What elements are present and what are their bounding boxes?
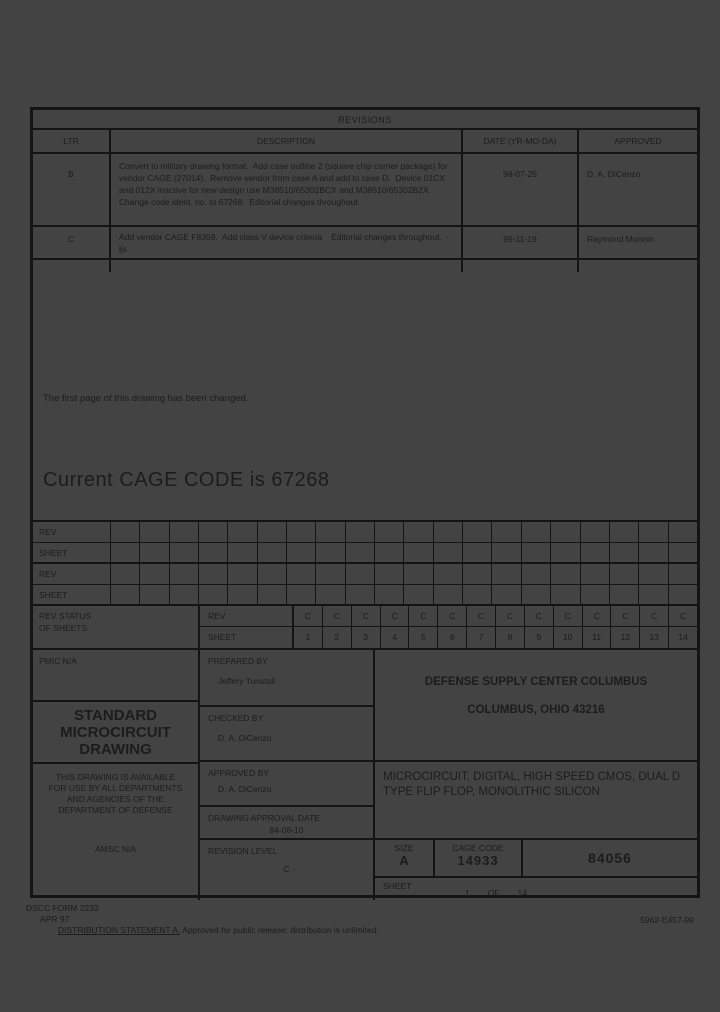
col-header-approved: APPROVED — [614, 136, 662, 146]
sheet-number-cell: 1 — [294, 627, 323, 648]
revisions-header-row — [33, 130, 697, 154]
smd-title: STANDARD MICROCIRCUIT DRAWING — [33, 702, 198, 764]
revision-level-value: C — [283, 864, 290, 874]
cage-code-cell — [435, 840, 523, 876]
form-number: DSCC FORM 2233 — [26, 903, 99, 913]
blank-cells — [111, 585, 697, 604]
sheet-row — [375, 878, 697, 900]
cage-code-value: 14933 — [457, 853, 499, 868]
blank-cells — [111, 522, 697, 542]
form-date: APR 97 — [40, 914, 70, 924]
sheet-number-cell: 12 — [611, 627, 640, 648]
pmic-field: PMIC N/A — [33, 650, 198, 702]
sheet-label: SHEET — [383, 881, 412, 891]
sheet-number-cell: 9 — [525, 627, 554, 648]
approved-by-value: D. A. DiCenzo — [218, 784, 272, 794]
status-rev-cells — [294, 606, 697, 626]
status-rev-cell: C — [496, 606, 525, 626]
page-footer — [26, 903, 698, 936]
revision-row-b — [33, 154, 697, 227]
revision-description: Convert to military drawing format. Add case outline 2 (square chip carrier package) for vendor CAGE (27014). Remove vendor from case A and add to case D. Device 01CX and 012X inactive for new design use M38510/65302BCX and M38510/65302B2X. Change code ident. no. to 67268. Editorial changes throughout. — [111, 154, 463, 225]
col-header-ltr: LTR — [33, 130, 111, 152]
checked-by-value: D. A. DiCenzo — [218, 733, 272, 743]
smd-form — [30, 107, 700, 898]
sheet-number-cell: 11 — [583, 627, 612, 648]
prepared-by-value: Jeffery Tunstall — [218, 676, 276, 686]
status-rev-cell: C — [323, 606, 352, 626]
rev-row-blank — [33, 522, 697, 543]
revision-row-empty — [33, 260, 697, 272]
current-cage-note: Current CAGE CODE is 67268 — [43, 469, 330, 491]
size-value: A — [399, 853, 409, 868]
revision-ltr: B — [33, 154, 111, 225]
sheet-number-cell: 6 — [438, 627, 467, 648]
document-number: 5962-E457-99 — [640, 915, 694, 925]
revision-description: Add vendor CAGE F8359. Add class V device criteria. Editorial changes throughout. -ljs — [111, 227, 463, 258]
revision-approved: D. A. DiCenzo — [587, 169, 641, 179]
availability-statement: THIS DRAWING IS AVAILABLE FOR USE BY ALL DEPARTMENTS AND AGENCIES OF THE DEPARTMENT OF DEFENSE — [48, 772, 183, 815]
notes-area — [33, 272, 697, 520]
status-rev-cell: C — [554, 606, 583, 626]
sheet-number-cell: 8 — [496, 627, 525, 648]
sheet-row-blank — [33, 585, 697, 606]
status-rev-cell: C — [640, 606, 669, 626]
sheet-current: 1 — [465, 888, 470, 898]
revision-level-label: REVISION LEVEL — [208, 846, 278, 856]
checked-by-label: CHECKED BY — [208, 713, 264, 723]
status-rev-row — [200, 606, 697, 627]
sheet-number-cell: 14 — [678, 632, 688, 642]
cage-code-label: CAGE CODE — [452, 843, 504, 853]
status-rev-cell: C — [409, 606, 438, 626]
revision-ltr: C — [33, 227, 111, 258]
title-block — [33, 650, 697, 900]
rev-status-line1: REV STATUS — [39, 611, 92, 621]
sheet-number-cell: 13 — [640, 627, 669, 648]
drawing-number: 84056 — [588, 850, 632, 866]
approval-date-value: 84-08-10 — [269, 825, 304, 835]
sheet-label: SHEET — [33, 585, 111, 604]
revision-approved: Raymond Monnin — [587, 234, 654, 244]
sheet-number-cells — [294, 627, 697, 648]
status-rev-cell: C — [583, 606, 612, 626]
status-rev-cell: C — [467, 606, 496, 626]
status-rev-cell: C — [680, 611, 687, 621]
prepared-by-label: PREPARED BY — [208, 656, 268, 666]
sheet-number-cell: 2 — [323, 627, 352, 648]
col-header-description: DESCRIPTION — [111, 130, 463, 152]
distribution-statement-label: DISTRIBUTION STATEMENT A. — [58, 925, 181, 935]
col-header-date: DATE (YR-MO-DA) — [463, 130, 579, 152]
blank-cells — [111, 543, 697, 562]
revision-date: 99-11-19 — [463, 227, 579, 258]
sheet-row-blank — [33, 543, 697, 564]
revision-row-c — [33, 227, 697, 260]
agency-location: COLUMBUS, OHIO 43216 — [467, 704, 605, 716]
status-rev-cell: C — [381, 606, 410, 626]
rev-status-block — [33, 606, 697, 650]
distribution-statement-text: Approved for public release; distribution is unlimited. — [182, 925, 379, 935]
device-title: MICROCIRCUIT, DIGITAL, HIGH SPEED CMOS, DUAL D TYPE FLIP FLOP, MONOLITHIC SILICON — [375, 762, 697, 840]
status-rev-cell: C — [525, 606, 554, 626]
rev-row-blank — [33, 564, 697, 585]
approval-date-cell — [200, 807, 373, 840]
sheet-number-cell: 10 — [554, 627, 583, 648]
status-sheet-row — [200, 627, 697, 648]
size-cell — [375, 840, 435, 876]
status-rev-cell: C — [611, 606, 640, 626]
sheet-of-label: OF — [487, 888, 500, 898]
rev-sheet-grid — [33, 520, 697, 650]
rev-label: REV — [200, 606, 294, 626]
rev-status-line2: OF SHEETS — [39, 623, 88, 633]
size-row — [375, 840, 697, 878]
revision-level-cell — [200, 840, 373, 900]
rev-label: REV — [33, 564, 111, 584]
rev-status-label — [33, 606, 200, 648]
sheet-number-cell: 7 — [467, 627, 496, 648]
sheet-number-cell: 4 — [381, 627, 410, 648]
size-label: SIZE — [394, 843, 414, 853]
agency-name: DEFENSE SUPPLY CENTER COLUMBUS — [424, 676, 648, 688]
blank-cells — [111, 564, 697, 584]
rev-label: REV — [33, 522, 111, 542]
approved-by-label: APPROVED BY — [208, 768, 269, 778]
agency-cell — [375, 650, 697, 762]
amsc-field: AMSC N/A — [94, 844, 137, 854]
sheet-label: SHEET — [33, 543, 111, 562]
prepared-by-cell — [200, 650, 373, 707]
status-rev-cell: C — [438, 606, 467, 626]
approval-date-label: DRAWING APPROVAL DATE — [208, 813, 320, 823]
sheet-number-cell: 3 — [352, 627, 381, 648]
revision-date: 98-07-25 — [463, 154, 579, 225]
approved-by-cell — [200, 762, 373, 807]
status-rev-cell: C — [352, 606, 381, 626]
revisions-title: REVISIONS — [33, 110, 697, 130]
sheet-total: 14 — [517, 888, 528, 898]
sheet-number-cell: 5 — [409, 627, 438, 648]
change-note: The first page of this drawing has been changed. — [43, 393, 249, 404]
checked-by-cell — [200, 707, 373, 762]
sheet-label: SHEET — [200, 627, 294, 648]
status-rev-cell: C — [294, 606, 323, 626]
